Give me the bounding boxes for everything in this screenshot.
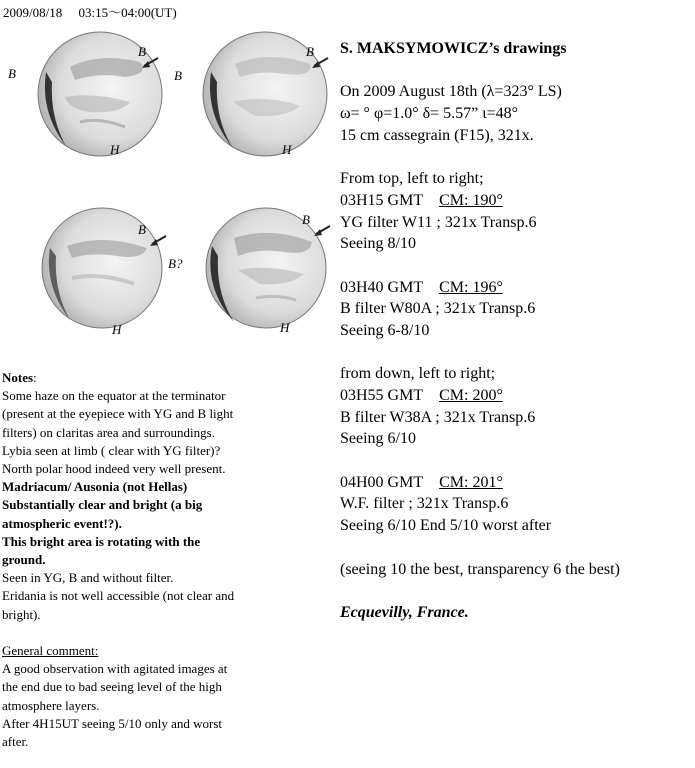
obs-seeing: Seeing 6/10 End 5/10 worst after <box>340 517 552 535</box>
obs-filter: B filter W80A ; 321x Transp.6 <box>340 300 536 318</box>
notes-heading-line <box>2 369 302 387</box>
mars-drawing-4 <box>186 198 336 338</box>
label-h-1: H <box>110 142 120 157</box>
notes-heading-colon: : <box>33 370 37 385</box>
notes-line: filters) on claritas area and surroundings. <box>2 424 215 440</box>
mars-drawing-2 <box>185 22 335 162</box>
arrow-icon <box>138 56 160 70</box>
label-h-3: H <box>112 322 122 337</box>
general-line: after. <box>2 734 29 750</box>
order-top: From top, left to right; <box>340 170 484 188</box>
label-b-arrow-2: B <box>306 44 314 59</box>
notes-line: Seen in YG, B and without filter. <box>2 570 174 586</box>
label-h-2: H <box>282 142 292 157</box>
scope-line: 15 cm cassegrain (F15), 321x. <box>340 126 534 144</box>
obs-filter: B filter W38A ; 321x Transp.6 <box>340 408 536 426</box>
location: Ecquevilly, France. <box>340 603 469 621</box>
notes-bold-line: ground. <box>2 552 46 568</box>
notes-line: Lybia seen at limb ( clear with YG filter)? <box>2 442 221 458</box>
obs-time: 03H15 GMT <box>340 191 424 209</box>
observer-title: S. MAKSYMOWICZ’s drawings <box>340 40 567 57</box>
obs-time: 03H40 GMT <box>340 278 424 296</box>
obs-seeing: Seeing 6-8/10 <box>340 321 430 339</box>
mars-drawing-1 <box>20 22 170 162</box>
general-line: A good observation with agitated images at <box>2 661 228 677</box>
label-b-question-4: B? <box>168 256 183 271</box>
general-line: After 4H15UT seeing 5/10 only and worst <box>2 715 223 731</box>
general-line: atmosphere layers. <box>2 697 100 713</box>
header-date: 2009/08/18 03:15～04:00(UT) <box>3 5 177 20</box>
notes-bold-line: Madriacum/ Ausonia (not Hellas) <box>2 479 188 495</box>
obs-time: 03H55 GMT <box>340 387 424 404</box>
obs-2-time-line <box>340 277 690 299</box>
label-b-arrow-1: B <box>138 44 146 59</box>
obs-seeing: Seeing 8/10 <box>340 235 416 253</box>
date-line: On 2009 August 18th (λ=323° LS) <box>340 83 562 101</box>
arrow-icon <box>310 224 332 238</box>
notes-bold-line: Substantially clear and bright (a big <box>2 497 203 513</box>
params-line: ω= ° φ=1.0° δ= 5.57” ι=48° <box>340 105 518 123</box>
notes-line: bright). <box>2 606 41 622</box>
label-h-4: H <box>280 320 290 335</box>
label-b-limb-1: B <box>8 66 16 81</box>
obs-cm: CM: 190° <box>439 191 503 209</box>
notes-line: Eridania is not well accessible (not clear and <box>2 588 235 604</box>
order-bottom: from down, left to right; <box>340 365 496 383</box>
notes-heading: Notes <box>2 370 34 385</box>
obs-3-time-line <box>340 385 690 407</box>
obs-filter: W.F. filter ; 321x Transp.6 <box>340 495 509 513</box>
general-comment-heading: General comment: <box>2 643 99 659</box>
obs-4-time-line <box>340 472 690 494</box>
scale-note: (seeing 10 the best, transparency 6 the best) <box>340 560 620 578</box>
notes-bold-line: This bright area is rotating with the <box>2 533 201 549</box>
general-line: the end due to bad seeing level of the high <box>2 679 222 695</box>
obs-time: 04H00 GMT <box>340 473 424 491</box>
obs-cm: CM: 196° <box>439 278 503 296</box>
arrow-icon <box>146 234 168 248</box>
notes-line: Some haze on the equator at the terminator <box>2 388 226 404</box>
notes-bold-line: atmospheric event!?). <box>2 515 122 531</box>
arrow-icon <box>308 56 330 70</box>
label-b-arrow-4: B <box>302 212 310 227</box>
obs-filter: YG filter W11 ; 321x Transp.6 <box>340 213 537 231</box>
mars-drawing-3 <box>22 198 172 338</box>
observation-panel <box>340 38 690 624</box>
obs-cm: CM: 201° <box>439 473 503 491</box>
label-b-arrow-3: B <box>138 222 146 237</box>
notes-line: (present at the eyepiece with YG and B light <box>2 406 234 422</box>
label-b-limb-2: B <box>174 68 182 83</box>
obs-seeing: Seeing 6/10 <box>340 430 416 448</box>
notes-line: North polar hood indeed very well present. <box>2 461 226 477</box>
notes-section <box>2 369 302 751</box>
obs-1-time-line <box>340 190 690 212</box>
obs-cm: CM: 200° <box>439 387 503 404</box>
